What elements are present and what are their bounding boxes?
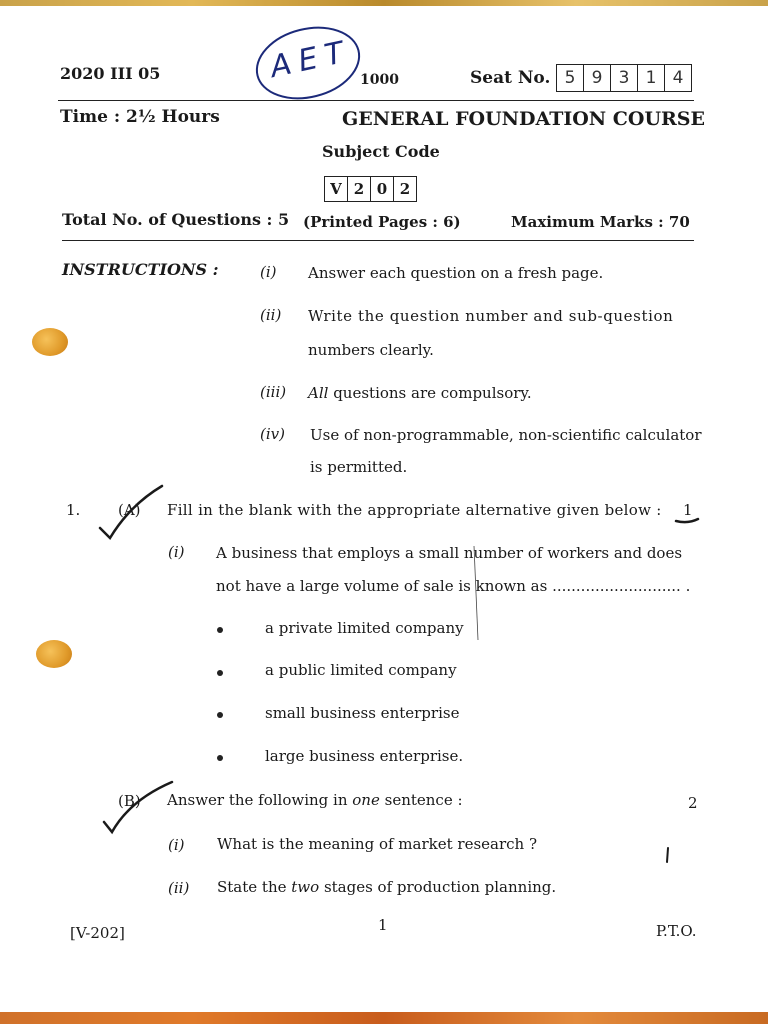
page-number: 1 <box>378 916 388 934</box>
seat-digit: 3 <box>611 65 638 91</box>
sub-question-emphasis: two <box>291 878 320 896</box>
subject-code-char: 2 <box>399 180 411 198</box>
sub-question-text-continued: not have a large volume of sale is known as ........................... . <box>216 577 691 595</box>
part-b-marks: 2 <box>688 794 698 812</box>
subject-code-char: V <box>325 177 348 201</box>
instruction-text-continued: is permitted. <box>310 458 408 476</box>
pto-label: P.T.O. <box>656 922 697 940</box>
sub-question-text: A business that employs a small number of workers and does <box>216 544 683 562</box>
option-item: a public limited company <box>265 661 457 679</box>
part-a-label: (A) <box>118 501 141 519</box>
instruction-number: (i) <box>260 263 277 281</box>
sub-question-number: (i) <box>168 836 185 854</box>
instruction-number: (iv) <box>260 425 285 443</box>
sub-question-text: What is the meaning of market research ? <box>217 835 538 853</box>
printed-pages: (Printed Pages : 6) <box>303 213 461 231</box>
course-title: GENERAL FOUNDATION COURSE <box>342 108 706 130</box>
instruction-emphasis: All <box>308 384 329 402</box>
seat-label: Seat No. <box>470 68 551 88</box>
seat-digit: 4 <box>672 68 684 88</box>
seat-digit: 9 <box>584 65 611 91</box>
option-item: a private limited company <box>265 619 464 637</box>
time-allowed: Time : 2½ Hours <box>60 107 220 127</box>
sub-question-number: (ii) <box>168 879 190 897</box>
part-b-text-rest: sentence : <box>379 791 463 809</box>
subject-code-char: 0 <box>371 177 394 201</box>
part-b-emphasis: one <box>352 791 380 809</box>
option-item: small business enterprise <box>265 704 460 722</box>
seat-digit: 1 <box>638 65 665 91</box>
total-questions: Total No. of Questions : 5 <box>62 210 290 229</box>
sub-question-text-post: stages of production planning. <box>319 878 557 896</box>
paper-code: 2020 III 05 <box>60 64 161 83</box>
subject-code-char: 2 <box>348 177 371 201</box>
sub-question-text-pre: State the <box>217 878 292 896</box>
footer-code: [V-202] <box>70 924 125 942</box>
seat-digit: 5 <box>557 65 584 91</box>
instruction-text-rest: questions are compulsory. <box>328 384 532 402</box>
instruction-text: Use of non-programmable, non-scientific calculator <box>310 426 702 444</box>
instruction-text: Answer each question on a fresh page. <box>308 264 604 282</box>
part-b-label: (B) <box>118 792 141 810</box>
instruction-text-continued: numbers clearly. <box>308 341 434 359</box>
maximum-marks: Maximum Marks : 70 <box>511 213 690 231</box>
instruction-text: Write the question number and sub-question <box>308 307 674 325</box>
subject-code-label: Subject Code <box>322 142 440 161</box>
part-a-instruction: Fill in the blank with the appropriate alternative given below : <box>167 501 662 519</box>
sub-question-number: (i) <box>168 543 185 561</box>
option-item: large business enterprise. <box>265 747 464 765</box>
instruction-number: (ii) <box>260 306 282 324</box>
question-number: 1. <box>66 501 81 519</box>
count-value: 1000 <box>360 72 399 88</box>
instructions-heading: INSTRUCTIONS : <box>62 260 219 279</box>
handwritten-note: AET <box>267 33 355 86</box>
part-a-marks: 1 <box>683 501 693 519</box>
instruction-number: (iii) <box>260 383 287 401</box>
part-b-text: Answer the following in <box>167 791 353 809</box>
